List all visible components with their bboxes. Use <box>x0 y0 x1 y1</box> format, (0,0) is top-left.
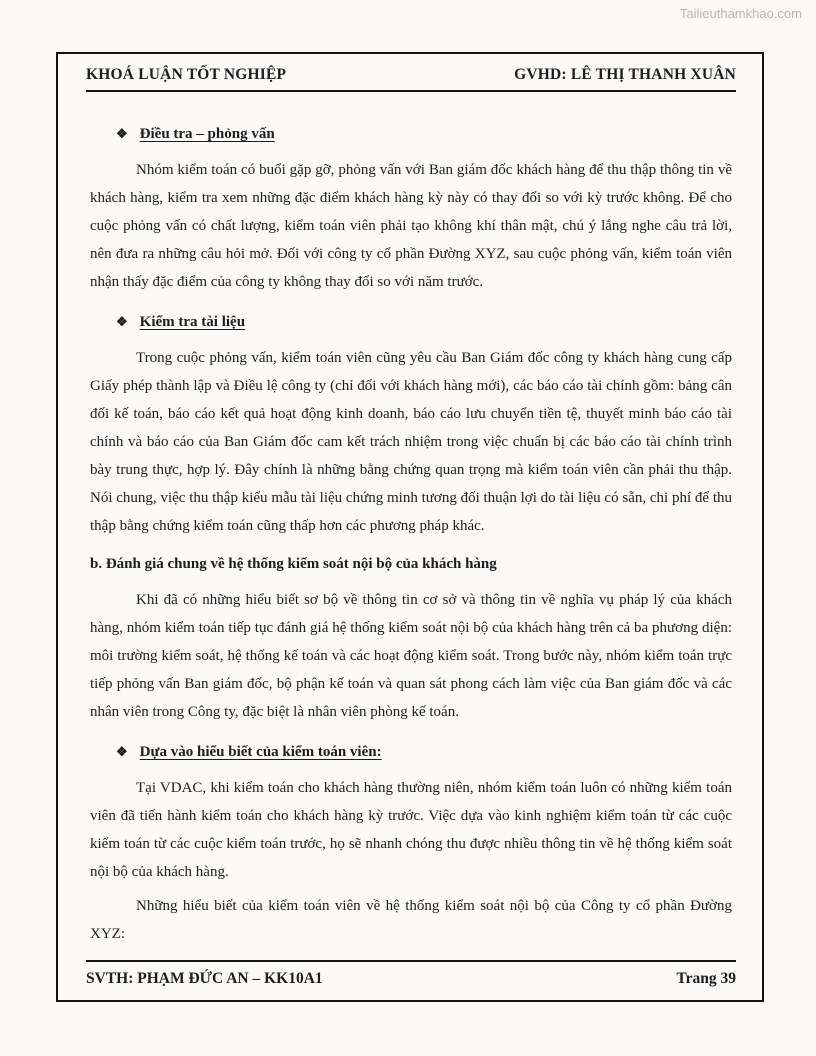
page-footer <box>86 960 736 988</box>
paragraph: Nhóm kiểm toán có buổi gặp gỡ, phỏng vấn với Ban giám đốc khách hàng để thu thập thông tin về khách hàng, kiểm tra xem những đặc điểm khách hàng kỳ này có thay đổi so với kỳ trước không. Để cho cuộc phỏng vấn có chất lượng, kiểm toán viên phải tạo không khí thân mật, chú ý lắng nghe câu trả lời, nên đưa ra những câu hỏi mở. Đối với công ty cổ phần Đường XYZ, sau cuộc phỏng vấn, kiểm toán viên nhận thấy đặc điểm của công ty không thay đổi so với năm trước. <box>90 162 732 290</box>
footer-student-name: SVTH: PHẠM ĐỨC AN – KK10A1 <box>86 970 323 987</box>
paragraph: Khi đã có những hiểu biết sơ bộ về thông tin cơ sở và thông tin về nghĩa vụ pháp lý của khách hàng, nhóm kiểm toán tiếp tục đánh giá hệ thống kiểm soát nội bộ của khách hàng trên cả ba phương diện: môi trường kiểm soát, hệ thống kế toán và các hoạt động kiểm soát. Trong bước này, nhóm kiểm toán trực tiếp phỏng vấn Ban giám đốc, bộ phận kế toán và quan sát phong cách làm việc của Ban giám đốc và các nhân viên trong Công ty, đặc biệt là nhân viên phòng kế toán. <box>90 592 732 720</box>
section-heading-dieu-tra-phong-van <box>116 120 732 148</box>
paragraph: Trong cuộc phỏng vấn, kiểm toán viên cũng yêu cầu Ban Giám đốc công ty khách hàng cung cấp Giấy phép thành lập và Điều lệ công ty (chỉ đối với khách hàng mới), các báo cáo tài chính gồm: bảng cân đối kế toán, báo cáo kết quả hoạt động kinh doanh, báo cáo lưu chuyển tiền tệ, thuyết minh báo cáo tài chính và báo cáo của Ban Giám đốc cam kết trách nhiệm trong việc chuẩn bị các báo cáo tài chính trình bày trung thực, hợp lý. Đây chính là những bằng chứng quan trọng mà kiểm toán viên cần phải thu thập. Nói chung, việc thu thập kiểu mẫu tài liệu chứng minh tương đối thuận lợi do tài liệu có sẵn, chi phí để thu thập bằng chứng kiểm toán cũng thấp hơn các phương pháp khác. <box>90 350 732 534</box>
watermark-text: Tailieuthamkhao.com <box>679 6 802 21</box>
paragraph: Tại VDAC, khi kiểm toán cho khách hàng thường niên, nhóm kiểm toán luôn có những kiểm toán viên đã tiến hành kiểm toán cho khách hàng kỳ trước. Việc dựa vào kinh nghiệm kiểm toán từ các cuộc kiểm toán từ các cuộc kiểm toán trước, họ sẽ nhanh chóng thu được nhiều thông tin về hệ thống kiểm soát nội bộ của khách hàng. <box>90 780 732 880</box>
paragraph: Những hiểu biết của kiểm toán viên về hệ thống kiểm soát nội bộ của Công ty cổ phần Đường XYZ: <box>90 898 732 942</box>
section-heading-dua-vao-hieu-biet <box>116 738 732 766</box>
document-body <box>58 92 762 960</box>
header-thesis-title: KHOÁ LUẬN TỐT NGHIỆP <box>86 66 287 83</box>
header-advisor-name: GVHD: LÊ THỊ THANH XUÂN <box>514 66 736 83</box>
diamond-bullet-icon: ❖ <box>116 314 128 329</box>
diamond-bullet-icon: ❖ <box>116 744 128 759</box>
sub-heading-danh-gia-chung: b. Đánh giá chung về hệ thống kiểm soát nội bộ của khách hàng <box>90 556 497 572</box>
page-header <box>86 66 736 92</box>
diamond-bullet-icon: ❖ <box>116 126 128 141</box>
section-heading-label: Kiểm tra tài liệu <box>139 314 246 330</box>
footer-page-number: Trang 39 <box>676 970 736 987</box>
section-heading-label: Điều tra – phỏng vấn <box>139 126 275 142</box>
section-heading-kiem-tra-tai-lieu <box>116 308 732 336</box>
page-border-frame <box>56 52 764 1002</box>
section-heading-label: Dựa vào hiểu biết của kiểm toán viên: <box>139 744 382 760</box>
